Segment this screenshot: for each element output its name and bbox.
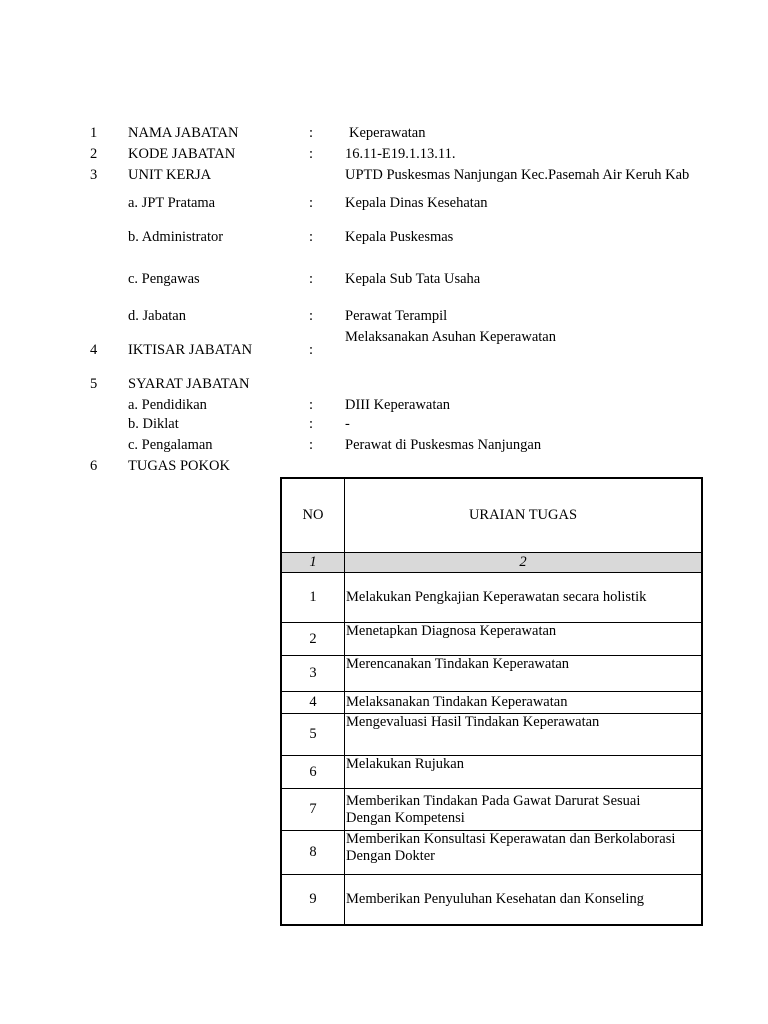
administrator-colon: : (309, 229, 314, 245)
jabatan-colon: : (309, 308, 314, 324)
nama-jabatan-value: Keperawatan (349, 125, 426, 141)
iktisar-jabatan-value: Melaksanakan Asuhan Keperawatan (345, 329, 556, 345)
task-text: Memberikan Penyuluhan Kesehatan dan Konseling (345, 875, 703, 925)
iktisar-jabatan-label: IKTISAR JABATAN (128, 342, 253, 358)
table-index-row (281, 553, 702, 573)
iktisar-jabatan-number: 4 (90, 342, 98, 358)
table-row (281, 875, 702, 925)
header-no: NO (281, 478, 345, 553)
diklat-colon: : (309, 416, 314, 432)
pengawas-colon: : (309, 271, 314, 287)
syarat-jabatan-label: SYARAT JABATAN (128, 376, 250, 392)
task-line-2: Dengan Kompetensi (346, 809, 465, 826)
row-number: 6 (281, 756, 345, 789)
pendidikan-label: a. Pendidikan (128, 397, 207, 413)
pengalaman-value: Perawat di Puskesmas Nanjungan (345, 437, 542, 453)
row-number: 1 (281, 573, 345, 623)
task-line-1: Memberikan Tindakan Pada Gawat Darurat Sesuai (346, 792, 641, 809)
task-line-1: Memberikan Konsultasi Keperawatan dan Berkolaborasi (346, 831, 676, 847)
administrator-label: b. Administrator (128, 229, 224, 245)
table-row (281, 714, 702, 756)
task-text (345, 831, 703, 875)
kode-jabatan-value: 16.11-E19.1.13.11. (345, 146, 456, 162)
pengalaman-colon: : (309, 437, 314, 453)
kode-jabatan-colon: : (309, 146, 314, 162)
pengawas-label: c. Pengawas (128, 271, 200, 287)
task-text: Menetapkan Diagnosa Keperawatan (345, 623, 703, 656)
pendidikan-colon: : (309, 397, 314, 413)
jpt-pratama-colon: : (309, 195, 314, 211)
row-number: 2 (281, 623, 345, 656)
diklat-label: b. Diklat (128, 416, 179, 432)
row-number: 8 (281, 831, 345, 875)
pendidikan-value: DIII Keperawatan (345, 397, 451, 413)
unit-kerja-value: UPTD Puskesmas Nanjungan Kec.Pasemah Air Keruh Kab (345, 167, 690, 183)
row-number: 3 (281, 656, 345, 692)
task-text: Melaksanakan Tindakan Keperawatan (345, 692, 703, 714)
task-text: Mengevaluasi Hasil Tindakan Keperawatan (345, 714, 703, 756)
index-col-1: 1 (281, 553, 345, 573)
task-line-2: Dengan Dokter (346, 848, 435, 864)
syarat-jabatan-number: 5 (90, 376, 98, 392)
row-number: 5 (281, 714, 345, 756)
tugas-pokok-number: 6 (90, 458, 98, 474)
kode-jabatan-number: 2 (90, 146, 98, 162)
table-row (281, 656, 702, 692)
task-text: Melakukan Pengkajian Keperawatan secara holistik (345, 573, 703, 623)
pengawas-value: Kepala Sub Tata Usaha (345, 271, 481, 287)
table-header-row (281, 478, 702, 553)
administrator-value: Kepala Puskesmas (345, 229, 454, 245)
kode-jabatan-label: KODE JABATAN (128, 146, 236, 162)
table-row (281, 789, 702, 831)
unit-kerja-label: UNIT KERJA (128, 167, 212, 183)
row-number: 4 (281, 692, 345, 714)
jabatan-label: d. Jabatan (128, 308, 186, 324)
tugas-pokok-table (280, 477, 703, 926)
row-number: 9 (281, 875, 345, 925)
header-uraian-tugas: URAIAN TUGAS (345, 478, 703, 553)
jpt-pratama-value: Kepala Dinas Kesehatan (345, 195, 488, 211)
nama-jabatan-label: NAMA JABATAN (128, 125, 239, 141)
table-row (281, 756, 702, 789)
table-row (281, 573, 702, 623)
table-row (281, 623, 702, 656)
jabatan-value: Perawat Terampil (345, 308, 448, 324)
task-text (345, 789, 703, 831)
diklat-value: - (345, 416, 350, 432)
iktisar-jabatan-colon: : (309, 342, 314, 358)
nama-jabatan-number: 1 (90, 125, 98, 141)
unit-kerja-number: 3 (90, 167, 98, 183)
table-row (281, 692, 702, 714)
index-col-2: 2 (345, 553, 703, 573)
jpt-pratama-label: a. JPT Pratama (128, 195, 216, 211)
table-row (281, 831, 702, 875)
task-text: Melakukan Rujukan (345, 756, 703, 789)
nama-jabatan-colon: : (309, 125, 314, 141)
pengalaman-label: c. Pengalaman (128, 437, 213, 453)
tugas-pokok-label: TUGAS POKOK (128, 458, 230, 474)
row-number: 7 (281, 789, 345, 831)
task-text: Merencanakan Tindakan Keperawatan (345, 656, 703, 692)
